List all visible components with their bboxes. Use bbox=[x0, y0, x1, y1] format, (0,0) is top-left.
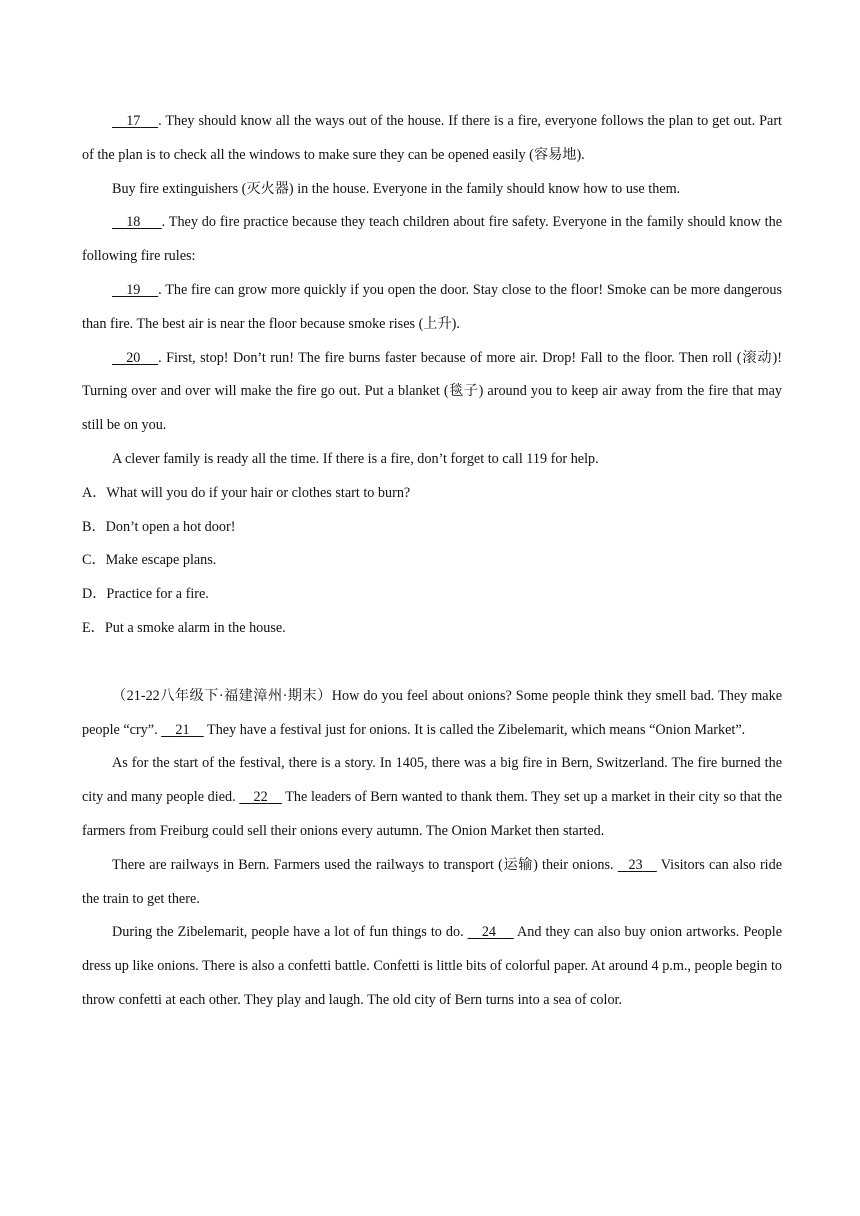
blank-number: 22 bbox=[253, 789, 268, 806]
blank-number: 24 bbox=[481, 924, 497, 941]
blank-number: 17 bbox=[126, 113, 141, 129]
paragraph-text: During the Zibelemarit, people have a lot of fun things to do. bbox=[112, 924, 468, 941]
paragraph bbox=[82, 916, 782, 1017]
blank-number: 20 bbox=[126, 349, 141, 366]
paragraph: Buy fire extinguishers (灭火器) in the house. Everyone in the family should know how to use them. bbox=[112, 180, 681, 197]
paragraph bbox=[82, 206, 782, 274]
paragraph-text: They have a festival just for onions. It is called the Zibelemarit, which means “Onion Market”. bbox=[203, 721, 746, 738]
paragraph-text: There are railways in Bern. Farmers used the railways to transport (运输) their onions. bbox=[112, 856, 618, 873]
paragraph-text: . First, stop! Don’t run! The fire burns faster because of more air. Drop! Fall to the floor. Then roll (滚动)! Turning over and over will make the fire go out. Put a blanket (毯子) around you to keep air away from the fire that may still be on you. bbox=[82, 349, 782, 434]
page-content bbox=[82, 105, 782, 1018]
answer-blank-21 bbox=[161, 714, 204, 748]
answer-blank-18 bbox=[112, 206, 162, 240]
answer-blank-23 bbox=[618, 849, 657, 883]
paragraph bbox=[82, 747, 782, 848]
paragraph-text: . They do fire practice because they teach children about fire safety. Everyone in the family should know the following fire rules: bbox=[82, 214, 782, 265]
paragraph-text: . The fire can grow more quickly if you open the door. Stay close to the floor! Smoke can be more dangerous than fire. The best air is near the floor because smoke rises (上升). bbox=[82, 281, 782, 332]
option-c: C．Make escape plans. bbox=[82, 552, 217, 569]
question-source: （21-22八年级下·福建漳州·期末） bbox=[112, 687, 332, 704]
paragraph-text: The leaders of Bern wanted to thank them. They set up a market in their city so that the farmers from Freiburg could sell their onions every autumn. The Onion Market then started. bbox=[82, 789, 782, 839]
option-a: A．What will you do if your hair or clothes start to burn? bbox=[82, 484, 411, 501]
answer-blank-17 bbox=[112, 105, 158, 139]
blank-number: 18 bbox=[126, 214, 141, 231]
paragraph bbox=[82, 680, 782, 748]
option-b: B．Don’t open a hot door! bbox=[82, 518, 236, 535]
section-gap bbox=[82, 646, 782, 680]
blank-number: 21 bbox=[175, 721, 190, 738]
paragraph bbox=[82, 274, 782, 342]
blank-number: 23 bbox=[628, 856, 643, 873]
option-e: E．Put a smoke alarm in the house. bbox=[82, 619, 286, 636]
paragraph-text: And they can also buy onion artworks. People dress up like onions. There is also a confetti battle. Confetti is little bits of colorful paper. At around 4 p.m., people begin to throw confetti at each other. They play and laugh. The old city of Bern turns into a sea of color. bbox=[82, 924, 782, 1008]
paragraph: A clever family is ready all the time. If there is a fire, don’t forget to call 119 for help. bbox=[112, 450, 599, 467]
paragraph bbox=[82, 342, 782, 443]
paragraph bbox=[82, 105, 782, 173]
answer-blank-24 bbox=[468, 916, 514, 950]
answer-blank-19 bbox=[112, 274, 158, 308]
paragraph-text: . They should know all the ways out of the house. If there is a fire, everyone follows the plan to get out. Part of the plan is to check all the windows to make sure they can be opened easily (容易地). bbox=[82, 113, 782, 163]
option-d: D．Practice for a fire. bbox=[82, 586, 209, 603]
answer-blank-20 bbox=[112, 342, 158, 376]
paragraph-text: How do you feel about onions? Some people think they smell bad. They make people “cry”. bbox=[82, 687, 782, 738]
answer-blank-22 bbox=[239, 781, 282, 815]
paragraph-text: Visitors can also ride the train to get there. bbox=[82, 856, 782, 907]
blank-number: 19 bbox=[126, 281, 141, 298]
paragraph-text: As for the start of the festival, there is a story. In 1405, there was a big fire in Bern, Switzerland. The fire burned the city and many people died. bbox=[82, 755, 782, 806]
paragraph bbox=[82, 849, 782, 917]
